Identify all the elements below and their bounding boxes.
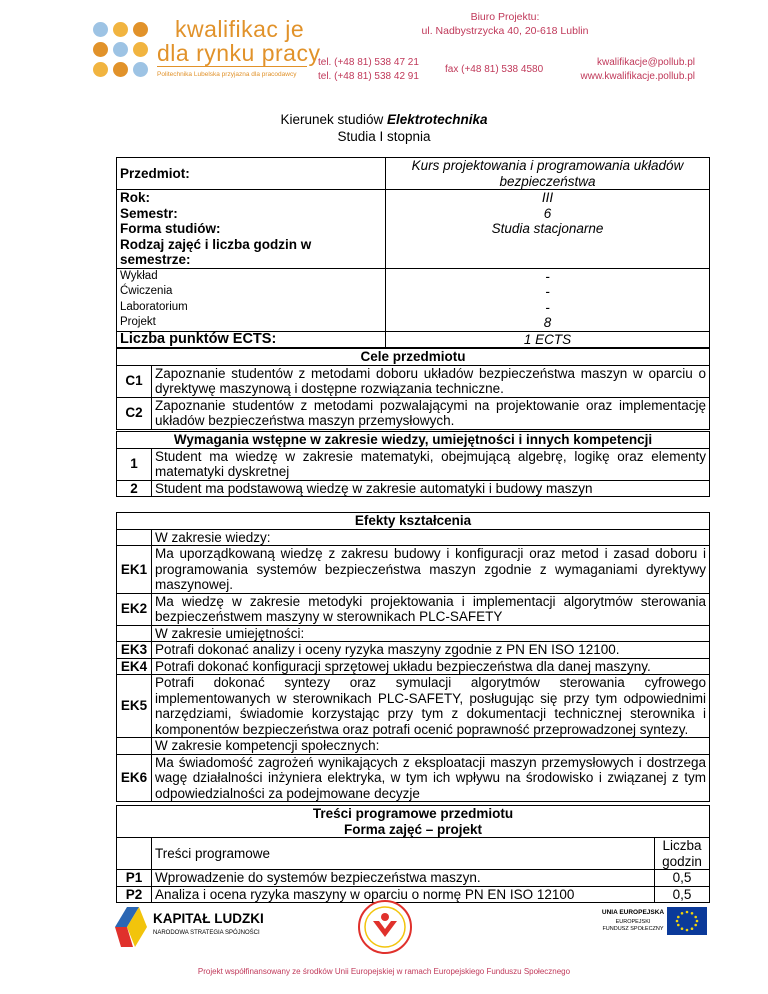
field-of-study: Elektrotechnika xyxy=(387,112,488,127)
goal-code: C1 xyxy=(117,365,152,397)
contact-online xyxy=(570,56,695,84)
fax-number: fax (+48 81) 538 4580 xyxy=(445,64,544,75)
eu-sub2: FUNDUSZ SPOŁECZNY xyxy=(602,926,664,932)
lecture-hours: - xyxy=(545,268,550,284)
outcome-code: EK3 xyxy=(117,642,152,659)
form-label: Forma studiów: xyxy=(120,221,221,236)
project-label: Projekt xyxy=(120,316,156,328)
outcome-text: Potrafi dokonać konfiguracji sprzętowej układu bezpieczeństwa dla danej maszyny. xyxy=(152,658,710,675)
outcome-text: Ma świadomość zagrożeń wynikających z eksploatacji maszyn przemysłowych i dostrzega wagę działalności inżyniera elektryka, w tym ich wpływu na środowisko i związanej z tym odpowiedzialności za podejmowane decyzje xyxy=(152,754,710,802)
ects-value: 1 ECTS xyxy=(386,331,710,348)
office-label: Biuro Projektu: xyxy=(470,11,540,23)
goals-table xyxy=(116,348,710,430)
requirement-text: Student ma podstawową wiedzę w zakresie automatyki i budowy maszyn xyxy=(152,480,710,497)
website-link[interactable]: www.kwalifikacje.pollub.pl xyxy=(580,71,695,82)
footer-note: Projekt współfinansowany ze środków Unii Europejskiej w ramach Europejskiego Funduszu Społecznego xyxy=(197,967,571,976)
outcome-code: EK2 xyxy=(117,593,152,625)
laboratory-label: Laboratorium xyxy=(120,300,188,313)
document-title xyxy=(0,111,768,145)
requirements-heading: Wymagania wstępne w zakresie wiedzy, umiejętności i innych kompetencji xyxy=(117,432,710,449)
phone-2: tel. (+48 81) 538 42 91 xyxy=(318,71,419,82)
outcome-text: Ma uporządkowaną wiedzę z zakresu budowy i konfiguracji oraz metod i zasad doboru i programowania systemów bezpieczeństwa maszyn zgodnie z wymaganiami dyrektywy maszynowej. xyxy=(152,546,710,594)
course-labels xyxy=(117,190,386,269)
kl-title: KAPITAŁ LUDZKI xyxy=(153,911,264,926)
content-column-header: Treści programowe xyxy=(152,838,655,870)
semester-value: 6 xyxy=(543,205,552,221)
phone-numbers xyxy=(318,56,419,84)
requirement-text: Student ma wiedzę w zakresie matematyki, obejmującą algebrę, logikę oraz elementy matematyki dyskretnej xyxy=(152,448,710,480)
logo-divider xyxy=(157,66,307,67)
skills-heading: W zakresie umiejętności: xyxy=(152,625,710,642)
program-text: Wprowadzenie do systemów bezpieczeństwa maszyn. xyxy=(152,870,655,887)
outcome-text: Potrafi dokonać syntezy oraz symulacji algorytmów sterowania cyfrowego implementowanych w sterownikach PLC-SAFETY, posługując się przy tym odpowiednimi narzędziami, świadomie korzystając przy tym z dokumentacji technicznej sterownika i komponentów bezpieczeństwa oraz potrafi ocenić poprawność przeprowadzonej syntezy. xyxy=(152,675,710,738)
ects-label: Liczba punktów ECTS: xyxy=(117,331,386,348)
logo-subtitle: Politechnika Lubelska przyjazna dla pracodawcy xyxy=(157,71,297,78)
eu-flag-icon xyxy=(667,907,707,935)
program-heading xyxy=(117,806,710,838)
class-type-label: Rodzaj zajęć i liczba godzin w semestrze: xyxy=(120,236,312,267)
goal-text: Zapoznanie studentów z metodami pozwalającymi na projektowanie oraz implementację układów bezpieczeństwa maszyn przemysłowych. xyxy=(152,397,710,429)
outcomes-table xyxy=(116,512,710,802)
study-level: Studia I stopnia xyxy=(337,129,431,144)
competence-heading: W zakresie kompetencji społecznych: xyxy=(152,738,710,755)
laboratory-hours: - xyxy=(545,299,550,315)
title-prefix: Kierunek studiów xyxy=(280,112,387,127)
outcomes-heading: Efekty kształcenia xyxy=(117,513,710,530)
project-hours: 8 xyxy=(543,315,552,330)
goal-text: Zapoznanie studentów z metodami doboru układów bezpieczeństwa maszyn w oparciu o dyrektywę maszynową i dostępne rozwiązania techniczne. xyxy=(152,365,710,397)
program-table xyxy=(116,805,710,903)
email-link[interactable]: kwalifikacje@pollub.pl xyxy=(597,57,695,68)
hours-column-header: Liczba godzin xyxy=(655,838,710,870)
semester-label: Semestr: xyxy=(120,205,178,221)
goal-code: C2 xyxy=(117,397,152,429)
phone-1: tel. (+48 81) 538 47 21 xyxy=(318,57,419,68)
program-code: P1 xyxy=(117,870,152,887)
requirements-table xyxy=(116,431,710,497)
outcome-text: Ma wiedzę w zakresie metodyki projektowania i implementacji algorytmów sterowania bezpieczeństwem maszyny w sterownikach PLC-SAFETY xyxy=(152,593,710,625)
footer-logos xyxy=(0,899,768,959)
exercises-label: Ćwiczenia xyxy=(120,285,173,297)
program-code: P2 xyxy=(117,886,152,903)
outcome-code: EK4 xyxy=(117,658,152,675)
program-hours: 0,5 xyxy=(655,870,710,887)
hours-labels xyxy=(117,268,386,331)
eu-sub1: EUROPEJSKI xyxy=(615,919,651,925)
outcome-text: Potrafi dokonać analizy i oceny ryzyka maszyny zgodnie z PN EN ISO 12100. xyxy=(152,642,710,659)
knowledge-heading: W zakresie wiedzy: xyxy=(152,529,710,546)
outcome-code: EK1 xyxy=(117,546,152,594)
hours-values xyxy=(386,268,710,331)
outcome-code: EK6 xyxy=(117,754,152,802)
year-value: III xyxy=(541,190,554,205)
eu-title: UNIA EUROPEJSKA xyxy=(601,909,665,916)
lecture-label: Wykład xyxy=(120,269,158,282)
requirement-code: 2 xyxy=(117,480,152,497)
logo-title-line2: dla rynku pracy xyxy=(157,40,321,66)
page-header xyxy=(0,0,768,100)
course-info-table xyxy=(116,157,710,348)
program-text: Analiza i ocena ryzyka maszyny w oparciu o normę PN EN ISO 12100 xyxy=(152,886,655,903)
program-heading-2: Forma zajęć – projekt xyxy=(343,821,483,837)
program-hours: 0,5 xyxy=(655,886,710,903)
subject-label: Przedmiot: xyxy=(117,158,386,190)
requirement-code: 1 xyxy=(117,448,152,480)
office-address xyxy=(380,10,630,38)
outcome-code: EK5 xyxy=(117,675,152,738)
course-values xyxy=(386,190,710,269)
university-emblem-icon xyxy=(355,899,415,955)
form-value: Studia stacjonarne xyxy=(491,221,604,236)
exercises-hours: - xyxy=(545,284,550,299)
logo-title-line1: kwalifikac je xyxy=(175,16,305,42)
year-label: Rok: xyxy=(120,190,150,205)
program-heading-1: Treści programowe przedmiotu xyxy=(312,806,514,821)
kapital-ludzki-icon xyxy=(113,905,149,949)
kl-subtitle: NARODOWA STRATEGIA SPÓJNOŚCI xyxy=(153,930,260,936)
goals-heading: Cele przedmiotu xyxy=(117,349,710,366)
office-street: ul. Nadbystrzycka 40, 20-618 Lublin xyxy=(421,25,589,37)
subject-value: Kurs projektowania i programowania układów bezpieczeństwa xyxy=(386,158,710,190)
